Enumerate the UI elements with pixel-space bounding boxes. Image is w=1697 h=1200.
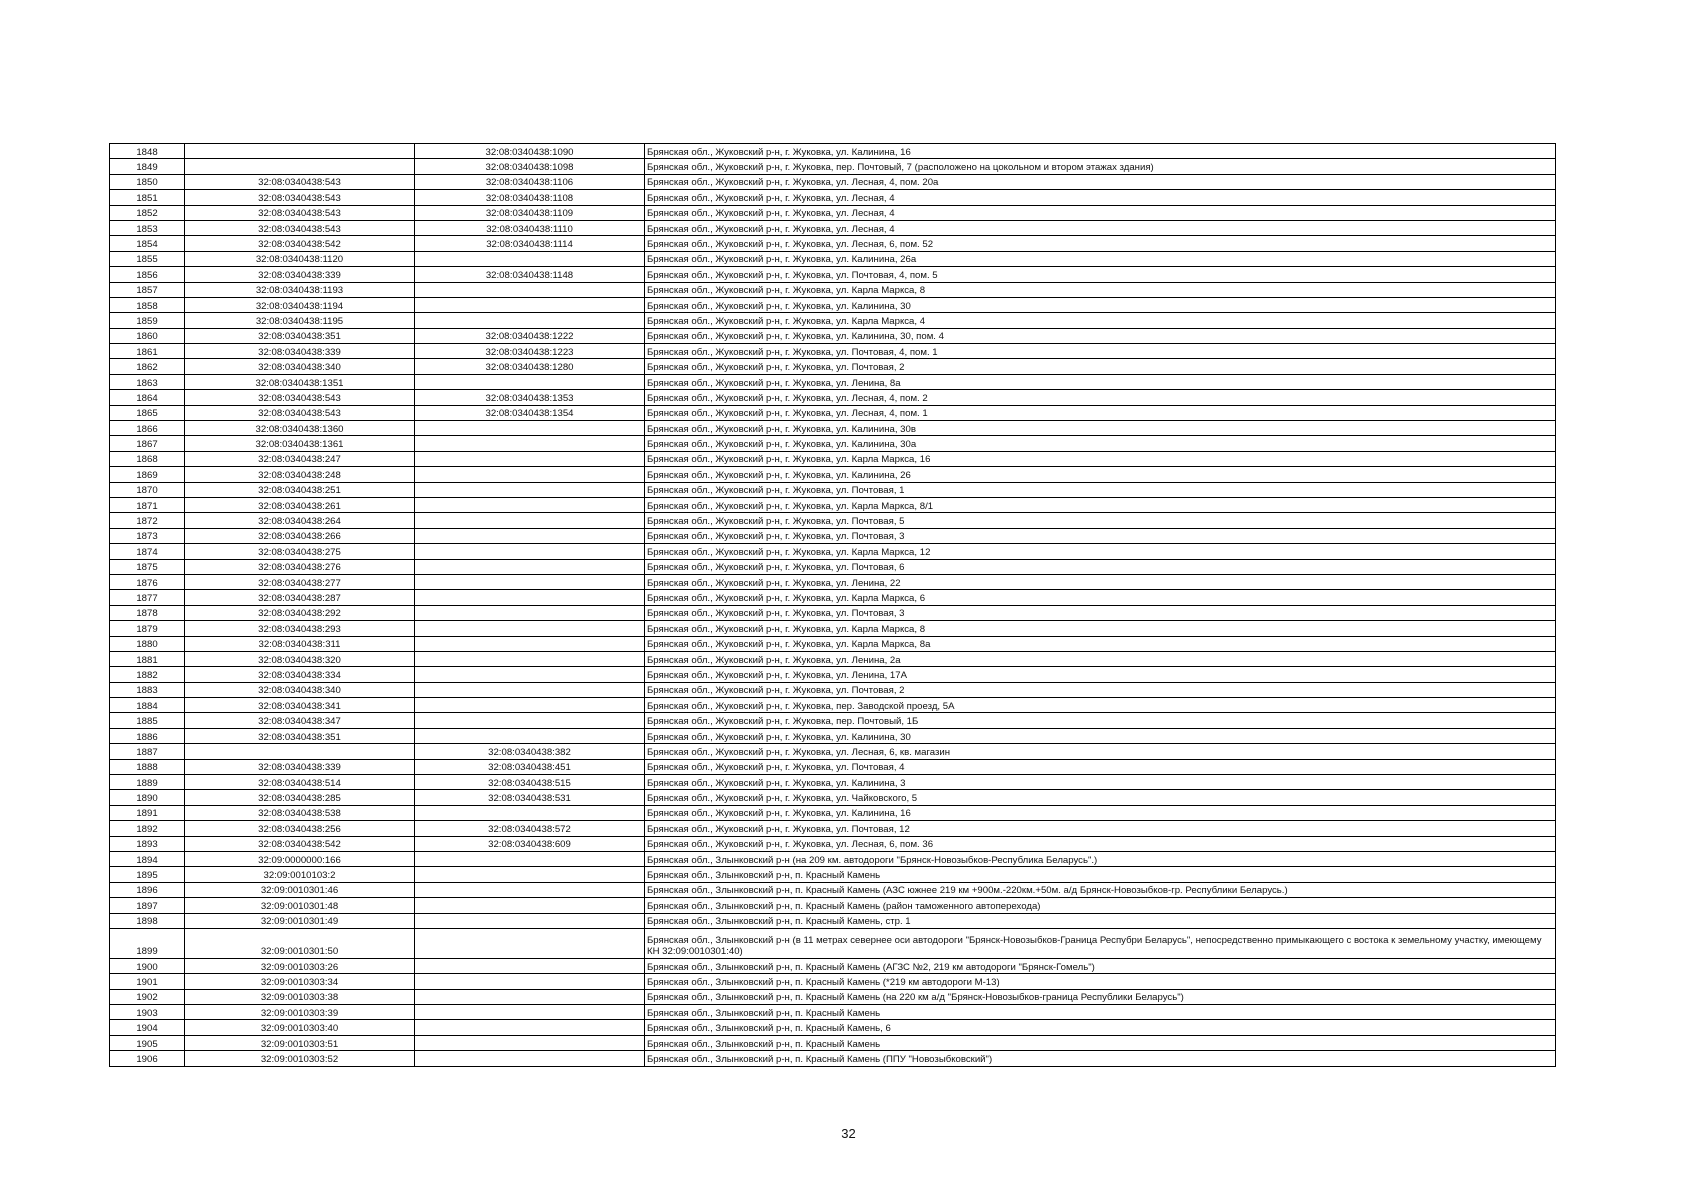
table-row bbox=[110, 528, 1556, 543]
row-number-cell: 1871 bbox=[110, 497, 185, 512]
table-row bbox=[110, 574, 1556, 589]
address-cell: Брянская обл., Жуковский р-н, г. Жуковка, ул. Чайковского, 5 bbox=[645, 790, 1556, 805]
table-row bbox=[110, 1035, 1556, 1050]
address-cell: Брянская обл., Жуковский р-н, г. Жуковка, ул. Карла Маркса, 8 bbox=[645, 621, 1556, 636]
object-cadastral-number-cell bbox=[415, 958, 645, 973]
cadastral-number-cell: 32:08:0340438:256 bbox=[185, 821, 415, 836]
row-number-cell: 1851 bbox=[110, 190, 185, 205]
row-number-cell: 1854 bbox=[110, 236, 185, 251]
address-cell: Брянская обл., Жуковский р-н, г. Жуковка, ул. Почтовая, 4 bbox=[645, 759, 1556, 774]
object-cadastral-number-cell bbox=[415, 682, 645, 697]
cadastral-number-cell: 32:08:0340438:543 bbox=[185, 390, 415, 405]
address-cell: Брянская обл., Жуковский р-н, г. Жуковка, ул. Почтовая, 2 bbox=[645, 359, 1556, 374]
address-cell: Брянская обл., Жуковский р-н, г. Жуковка, ул. Лесная, 6, кв. магазин bbox=[645, 744, 1556, 759]
address-cell: Брянская обл., Жуковский р-н, г. Жуковка, ул. Лесная, 4 bbox=[645, 220, 1556, 235]
row-number-cell: 1863 bbox=[110, 374, 185, 389]
cadastral-number-cell: 32:09:0010303:39 bbox=[185, 1005, 415, 1020]
table-row bbox=[110, 220, 1556, 235]
table-row bbox=[110, 958, 1556, 973]
row-number-cell: 1848 bbox=[110, 144, 185, 159]
row-number-cell: 1853 bbox=[110, 220, 185, 235]
table-row bbox=[110, 836, 1556, 851]
cadastral-number-cell: 32:08:0340438:339 bbox=[185, 267, 415, 282]
address-cell: Брянская обл., Жуковский р-н, г. Жуковка, ул. Ленина, 2а bbox=[645, 651, 1556, 666]
cadastral-number-cell: 32:08:0340438:339 bbox=[185, 344, 415, 359]
cadastral-number-cell: 32:08:0340438:293 bbox=[185, 621, 415, 636]
cadastral-number-cell: 32:09:0010301:50 bbox=[185, 928, 415, 958]
object-cadastral-number-cell bbox=[415, 559, 645, 574]
cadastral-number-cell: 32:08:0340438:287 bbox=[185, 590, 415, 605]
table-row bbox=[110, 359, 1556, 374]
table-row bbox=[110, 974, 1556, 989]
table-row bbox=[110, 621, 1556, 636]
address-cell: Брянская обл., Жуковский р-н, г. Жуковка, ул. Лесная, 4 bbox=[645, 205, 1556, 220]
address-cell: Брянская обл., Жуковский р-н, г. Жуковка, ул. Ленина, 17А bbox=[645, 667, 1556, 682]
table-row bbox=[110, 313, 1556, 328]
address-cell: Брянская обл., Злынковский р-н, п. Красный Камень (ППУ "Новозыбковский") bbox=[645, 1051, 1556, 1066]
row-number-cell: 1866 bbox=[110, 421, 185, 436]
table-row bbox=[110, 713, 1556, 728]
cadastral-number-cell: 32:08:0340438:543 bbox=[185, 405, 415, 420]
cadastral-number-cell: 32:08:0340438:1120 bbox=[185, 251, 415, 266]
table-row bbox=[110, 344, 1556, 359]
address-cell: Брянская обл., Жуковский р-н, г. Жуковка, ул. Карла Маркса, 16 bbox=[645, 451, 1556, 466]
row-number-cell: 1888 bbox=[110, 759, 185, 774]
row-number-cell: 1905 bbox=[110, 1035, 185, 1050]
object-cadastral-number-cell bbox=[415, 851, 645, 866]
object-cadastral-number-cell bbox=[415, 805, 645, 820]
table-row bbox=[110, 913, 1556, 928]
row-number-cell: 1897 bbox=[110, 898, 185, 913]
address-cell: Брянская обл., Жуковский р-н, г. Жуковка, ул. Почтовая, 3 bbox=[645, 605, 1556, 620]
cadastral-number-cell: 32:08:0340438:277 bbox=[185, 574, 415, 589]
cadastral-number-cell: 32:08:0340438:514 bbox=[185, 775, 415, 790]
table-row bbox=[110, 513, 1556, 528]
row-number-cell: 1881 bbox=[110, 651, 185, 666]
cadastral-number-cell: 32:09:0010301:48 bbox=[185, 898, 415, 913]
object-cadastral-number-cell bbox=[415, 590, 645, 605]
cadastral-number-cell: 32:09:0010303:51 bbox=[185, 1035, 415, 1050]
row-number-cell: 1884 bbox=[110, 698, 185, 713]
cadastral-number-cell bbox=[185, 144, 415, 159]
cadastral-number-cell: 32:09:0010301:46 bbox=[185, 882, 415, 897]
table-row bbox=[110, 251, 1556, 266]
table-row bbox=[110, 651, 1556, 666]
row-number-cell: 1879 bbox=[110, 621, 185, 636]
cadastral-number-cell: 32:09:0010303:40 bbox=[185, 1020, 415, 1035]
object-cadastral-number-cell bbox=[415, 974, 645, 989]
cadastral-number-cell: 32:08:0340438:275 bbox=[185, 544, 415, 559]
object-cadastral-number-cell: 32:08:0340438:1148 bbox=[415, 267, 645, 282]
address-cell: Брянская обл., Жуковский р-н, г. Жуковка, ул. Калинина, 26 bbox=[645, 467, 1556, 482]
row-number-cell: 1873 bbox=[110, 528, 185, 543]
object-cadastral-number-cell bbox=[415, 1051, 645, 1066]
table-row bbox=[110, 1020, 1556, 1035]
cadastral-number-cell: 32:08:0340438:340 bbox=[185, 682, 415, 697]
table-row bbox=[110, 605, 1556, 620]
row-number-cell: 1903 bbox=[110, 1005, 185, 1020]
address-cell: Брянская обл., Жуковский р-н, г. Жуковка, ул. Калинина, 26а bbox=[645, 251, 1556, 266]
object-cadastral-number-cell bbox=[415, 928, 645, 958]
cadastral-number-cell: 32:09:0010103:2 bbox=[185, 867, 415, 882]
object-cadastral-number-cell bbox=[415, 651, 645, 666]
object-cadastral-number-cell bbox=[415, 1005, 645, 1020]
row-number-cell: 1894 bbox=[110, 851, 185, 866]
object-cadastral-number-cell bbox=[415, 374, 645, 389]
table-row bbox=[110, 728, 1556, 743]
row-number-cell: 1882 bbox=[110, 667, 185, 682]
cadastral-number-cell: 32:09:0010301:49 bbox=[185, 913, 415, 928]
table-row bbox=[110, 374, 1556, 389]
cadastral-number-cell: 32:08:0340438:276 bbox=[185, 559, 415, 574]
address-cell: Брянская обл., Жуковский р-н, г. Жуковка, ул. Почтовая, 3 bbox=[645, 528, 1556, 543]
object-cadastral-number-cell bbox=[415, 621, 645, 636]
row-number-cell: 1898 bbox=[110, 913, 185, 928]
cadastral-number-cell: 32:09:0010303:38 bbox=[185, 989, 415, 1004]
cadastral-number-cell: 32:08:0340438:1361 bbox=[185, 436, 415, 451]
cadastral-number-cell: 32:08:0340438:334 bbox=[185, 667, 415, 682]
address-cell: Брянская обл., Злынковский р-н, п. Красный Камень, 6 bbox=[645, 1020, 1556, 1035]
row-number-cell: 1896 bbox=[110, 882, 185, 897]
table-row bbox=[110, 390, 1556, 405]
row-number-cell: 1874 bbox=[110, 544, 185, 559]
address-cell: Брянская обл., Злынковский р-н, п. Красный Камень (на 220 км а/д "Брянск-Новозыбков-граница Республики Беларусь") bbox=[645, 989, 1556, 1004]
row-number-cell: 1870 bbox=[110, 482, 185, 497]
table-row bbox=[110, 898, 1556, 913]
object-cadastral-number-cell bbox=[415, 882, 645, 897]
object-cadastral-number-cell: 32:08:0340438:1098 bbox=[415, 159, 645, 174]
row-number-cell: 1895 bbox=[110, 867, 185, 882]
object-cadastral-number-cell: 32:08:0340438:451 bbox=[415, 759, 645, 774]
address-cell: Брянская обл., Жуковский р-н, г. Жуковка, ул. Лесная, 4 bbox=[645, 190, 1556, 205]
address-cell: Брянская обл., Жуковский р-н, г. Жуковка, ул. Почтовая, 6 bbox=[645, 559, 1556, 574]
table-row bbox=[110, 205, 1556, 220]
cadastral-number-cell: 32:08:0340438:292 bbox=[185, 605, 415, 620]
cadastral-number-cell: 32:08:0340438:266 bbox=[185, 528, 415, 543]
address-cell: Брянская обл., Злынковский р-н, п. Красный Камень (АГЗС №2, 219 км автодороги "Брянск-Гомель") bbox=[645, 958, 1556, 973]
address-cell: Брянская обл., Жуковский р-н, г. Жуковка, ул. Лесная, 6, пом. 52 bbox=[645, 236, 1556, 251]
table-row bbox=[110, 1051, 1556, 1066]
cadastral-number-cell: 32:08:0340438:1193 bbox=[185, 282, 415, 297]
address-cell: Брянская обл., Жуковский р-н, г. Жуковка, ул. Калинина, 30в bbox=[645, 421, 1556, 436]
address-cell: Брянская обл., Злынковский р-н, п. Красный Камень (район таможенного автоперехода) bbox=[645, 898, 1556, 913]
cadastral-number-cell: 32:08:0340438:264 bbox=[185, 513, 415, 528]
object-cadastral-number-cell: 32:08:0340438:1353 bbox=[415, 390, 645, 405]
table-row bbox=[110, 405, 1556, 420]
cadastral-number-cell: 32:08:0340438:341 bbox=[185, 698, 415, 713]
address-cell: Брянская обл., Жуковский р-н, г. Жуковка, ул. Ленина, 8а bbox=[645, 374, 1556, 389]
table-row bbox=[110, 482, 1556, 497]
row-number-cell: 1849 bbox=[110, 159, 185, 174]
row-number-cell: 1858 bbox=[110, 297, 185, 312]
row-number-cell: 1890 bbox=[110, 790, 185, 805]
address-cell: Брянская обл., Жуковский р-н, г. Жуковка, ул. Лесная, 4, пом. 2 bbox=[645, 390, 1556, 405]
row-number-cell: 1864 bbox=[110, 390, 185, 405]
object-cadastral-number-cell: 32:08:0340438:1108 bbox=[415, 190, 645, 205]
object-cadastral-number-cell: 32:08:0340438:1106 bbox=[415, 174, 645, 189]
object-cadastral-number-cell bbox=[415, 451, 645, 466]
address-cell: Брянская обл., Жуковский р-н, г. Жуковка, ул. Карла Маркса, 6 bbox=[645, 590, 1556, 605]
table-row bbox=[110, 667, 1556, 682]
object-cadastral-number-cell bbox=[415, 313, 645, 328]
row-number-cell: 1852 bbox=[110, 205, 185, 220]
table-row bbox=[110, 159, 1556, 174]
table-row bbox=[110, 467, 1556, 482]
row-number-cell: 1878 bbox=[110, 605, 185, 620]
cadastral-number-cell: 32:08:0340438:351 bbox=[185, 328, 415, 343]
object-cadastral-number-cell: 32:08:0340438:1090 bbox=[415, 144, 645, 159]
row-number-cell: 1875 bbox=[110, 559, 185, 574]
address-cell: Брянская обл., Злынковский р-н, п. Красный Камень bbox=[645, 1005, 1556, 1020]
cadastral-number-cell: 32:08:0340438:1195 bbox=[185, 313, 415, 328]
object-cadastral-number-cell bbox=[415, 698, 645, 713]
object-cadastral-number-cell bbox=[415, 605, 645, 620]
address-cell: Брянская обл., Жуковский р-н, г. Жуковка, ул. Калинина, 30 bbox=[645, 728, 1556, 743]
table-row bbox=[110, 636, 1556, 651]
cadastral-number-cell bbox=[185, 159, 415, 174]
row-number-cell: 1901 bbox=[110, 974, 185, 989]
cadastral-number-cell: 32:08:0340438:1360 bbox=[185, 421, 415, 436]
address-cell: Брянская обл., Жуковский р-н, г. Жуковка, ул. Почтовая, 12 bbox=[645, 821, 1556, 836]
table-row bbox=[110, 682, 1556, 697]
table-row bbox=[110, 544, 1556, 559]
cadastral-number-cell: 32:08:0340438:1351 bbox=[185, 374, 415, 389]
object-cadastral-number-cell: 32:08:0340438:1354 bbox=[415, 405, 645, 420]
address-cell: Брянская обл., Жуковский р-н, г. Жуковка, ул. Карла Маркса, 8а bbox=[645, 636, 1556, 651]
object-cadastral-number-cell bbox=[415, 436, 645, 451]
address-cell: Брянская обл., Злынковский р-н, п. Красный Камень, стр. 1 bbox=[645, 913, 1556, 928]
cadastral-number-cell: 32:08:0340438:340 bbox=[185, 359, 415, 374]
object-cadastral-number-cell bbox=[415, 513, 645, 528]
row-number-cell: 1861 bbox=[110, 344, 185, 359]
row-number-cell: 1867 bbox=[110, 436, 185, 451]
object-cadastral-number-cell bbox=[415, 467, 645, 482]
address-cell: Брянская обл., Жуковский р-н, г. Жуковка, ул. Ленина, 22 bbox=[645, 574, 1556, 589]
cadastral-number-cell: 32:08:0340438:347 bbox=[185, 713, 415, 728]
cadastral-number-cell: 32:09:0010303:52 bbox=[185, 1051, 415, 1066]
row-number-cell: 1877 bbox=[110, 590, 185, 605]
address-cell: Брянская обл., Жуковский р-н, г. Жуковка, пер. Почтовый, 7 (расположено на цокольном и втором этажах здания) bbox=[645, 159, 1556, 174]
object-cadastral-number-cell: 32:08:0340438:1222 bbox=[415, 328, 645, 343]
object-cadastral-number-cell bbox=[415, 898, 645, 913]
object-cadastral-number-cell bbox=[415, 867, 645, 882]
address-cell: Брянская обл., Жуковский р-н, г. Жуковка, ул. Лесная, 4, пом. 1 bbox=[645, 405, 1556, 420]
table-row bbox=[110, 297, 1556, 312]
page-number: 32 bbox=[841, 1126, 856, 1141]
cadastral-number-cell: 32:08:0340438:320 bbox=[185, 651, 415, 666]
table-row bbox=[110, 928, 1556, 958]
address-cell: Брянская обл., Жуковский р-н, г. Жуковка, ул. Почтовая, 1 bbox=[645, 482, 1556, 497]
table-row bbox=[110, 190, 1556, 205]
cadastral-number-cell: 32:08:0340438:1194 bbox=[185, 297, 415, 312]
object-cadastral-number-cell: 32:08:0340438:1223 bbox=[415, 344, 645, 359]
table-row bbox=[110, 775, 1556, 790]
table-row bbox=[110, 590, 1556, 605]
row-number-cell: 1869 bbox=[110, 467, 185, 482]
table-row bbox=[110, 559, 1556, 574]
table-row bbox=[110, 989, 1556, 1004]
object-cadastral-number-cell bbox=[415, 282, 645, 297]
table-row bbox=[110, 759, 1556, 774]
object-cadastral-number-cell bbox=[415, 482, 645, 497]
object-cadastral-number-cell bbox=[415, 497, 645, 512]
row-number-cell: 1893 bbox=[110, 836, 185, 851]
cadastral-number-cell: 32:08:0340438:248 bbox=[185, 467, 415, 482]
object-cadastral-number-cell bbox=[415, 728, 645, 743]
address-cell: Брянская обл., Жуковский р-н, г. Жуковка, ул. Калинина, 30а bbox=[645, 436, 1556, 451]
cadastral-number-cell: 32:08:0340438:285 bbox=[185, 790, 415, 805]
row-number-cell: 1887 bbox=[110, 744, 185, 759]
object-cadastral-number-cell bbox=[415, 574, 645, 589]
address-cell: Брянская обл., Злынковский р-н (на 209 км. автодороги "Брянск-Новозыбков-Республика Беларусь".) bbox=[645, 851, 1556, 866]
row-number-cell: 1906 bbox=[110, 1051, 185, 1066]
table-row bbox=[110, 744, 1556, 759]
table-row bbox=[110, 1005, 1556, 1020]
table-row bbox=[110, 882, 1556, 897]
row-number-cell: 1859 bbox=[110, 313, 185, 328]
address-cell: Брянская обл., Злынковский р-н, п. Красный Камень bbox=[645, 867, 1556, 882]
object-cadastral-number-cell bbox=[415, 528, 645, 543]
address-cell: Брянская обл., Жуковский р-н, г. Жуковка, ул. Калинина, 30, пом. 4 bbox=[645, 328, 1556, 343]
object-cadastral-number-cell: 32:08:0340438:1114 bbox=[415, 236, 645, 251]
row-number-cell: 1855 bbox=[110, 251, 185, 266]
object-cadastral-number-cell: 32:08:0340438:572 bbox=[415, 821, 645, 836]
table-row bbox=[110, 867, 1556, 882]
cadastral-number-cell: 32:09:0010303:26 bbox=[185, 958, 415, 973]
cadastral-number-cell: 32:08:0340438:542 bbox=[185, 236, 415, 251]
address-cell: Брянская обл., Жуковский р-н, г. Жуковка, ул. Почтовая, 5 bbox=[645, 513, 1556, 528]
table-row bbox=[110, 790, 1556, 805]
address-cell: Брянская обл., Жуковский р-н, г. Жуковка, ул. Калинина, 16 bbox=[645, 144, 1556, 159]
table-row bbox=[110, 851, 1556, 866]
cadastral-number-cell: 32:08:0340438:261 bbox=[185, 497, 415, 512]
cadastral-number-cell: 32:09:0010303:34 bbox=[185, 974, 415, 989]
address-cell: Брянская обл., Жуковский р-н, г. Жуковка, ул. Калинина, 3 bbox=[645, 775, 1556, 790]
object-cadastral-number-cell bbox=[415, 421, 645, 436]
row-number-cell: 1872 bbox=[110, 513, 185, 528]
table-row bbox=[110, 451, 1556, 466]
address-cell: Брянская обл., Жуковский р-н, г. Жуковка, ул. Калинина, 16 bbox=[645, 805, 1556, 820]
object-cadastral-number-cell bbox=[415, 297, 645, 312]
address-cell: Брянская обл., Жуковский р-н, г. Жуковка, пер. Почтовый, 1Б bbox=[645, 713, 1556, 728]
table-row bbox=[110, 282, 1556, 297]
cadastral-number-cell: 32:08:0340438:538 bbox=[185, 805, 415, 820]
address-cell: Брянская обл., Жуковский р-н, г. Жуковка, ул. Карла Маркса, 8 bbox=[645, 282, 1556, 297]
cadastral-number-cell: 32:09:0000000:166 bbox=[185, 851, 415, 866]
row-number-cell: 1868 bbox=[110, 451, 185, 466]
row-number-cell: 1850 bbox=[110, 174, 185, 189]
property-table bbox=[109, 143, 1556, 1067]
object-cadastral-number-cell bbox=[415, 913, 645, 928]
cadastral-number-cell: 32:08:0340438:251 bbox=[185, 482, 415, 497]
address-cell: Брянская обл., Жуковский р-н, г. Жуковка, ул. Карла Маркса, 12 bbox=[645, 544, 1556, 559]
table-row bbox=[110, 497, 1556, 512]
row-number-cell: 1876 bbox=[110, 574, 185, 589]
object-cadastral-number-cell bbox=[415, 1035, 645, 1050]
cadastral-number-cell: 32:08:0340438:542 bbox=[185, 836, 415, 851]
table-row bbox=[110, 144, 1556, 159]
address-cell: Брянская обл., Злынковский р-н, п. Красный Камень (АЗС южнее 219 км +900м.-220км.+50м. а/д Брянск-Новозыбков-гр. Республики Беларусь.) bbox=[645, 882, 1556, 897]
cadastral-number-cell: 32:08:0340438:311 bbox=[185, 636, 415, 651]
row-number-cell: 1856 bbox=[110, 267, 185, 282]
address-cell: Брянская обл., Жуковский р-н, г. Жуковка, ул. Карла Маркса, 8/1 bbox=[645, 497, 1556, 512]
property-table-body bbox=[110, 144, 1556, 1067]
table-row bbox=[110, 267, 1556, 282]
object-cadastral-number-cell bbox=[415, 251, 645, 266]
table-row bbox=[110, 436, 1556, 451]
table-row bbox=[110, 236, 1556, 251]
cadastral-number-cell: 32:08:0340438:543 bbox=[185, 174, 415, 189]
address-cell: Брянская обл., Жуковский р-н, г. Жуковка, ул. Почтовая, 4, пом. 5 bbox=[645, 267, 1556, 282]
object-cadastral-number-cell bbox=[415, 667, 645, 682]
table-row bbox=[110, 805, 1556, 820]
cadastral-number-cell: 32:08:0340438:543 bbox=[185, 220, 415, 235]
address-cell: Брянская обл., Жуковский р-н, г. Жуковка, ул. Лесная, 4, пом. 20а bbox=[645, 174, 1556, 189]
address-cell: Брянская обл., Жуковский р-н, г. Жуковка, ул. Почтовая, 2 bbox=[645, 682, 1556, 697]
address-cell: Брянская обл., Жуковский р-н, г. Жуковка, ул. Почтовая, 4, пом. 1 bbox=[645, 344, 1556, 359]
table-row bbox=[110, 821, 1556, 836]
cadastral-number-cell: 32:08:0340438:339 bbox=[185, 759, 415, 774]
object-cadastral-number-cell bbox=[415, 713, 645, 728]
table-row bbox=[110, 174, 1556, 189]
row-number-cell: 1865 bbox=[110, 405, 185, 420]
address-cell: Брянская обл., Злынковский р-н (в 11 метрах севернее оси автодороги "Брянск-Новозыбков-Граница Респубpи Беларусь", непосредственно примыкающего с востока к земельному участку, имеющему КН 32:09:0010301:40) bbox=[645, 928, 1556, 958]
object-cadastral-number-cell bbox=[415, 989, 645, 1004]
row-number-cell: 1891 bbox=[110, 805, 185, 820]
row-number-cell: 1857 bbox=[110, 282, 185, 297]
row-number-cell: 1902 bbox=[110, 989, 185, 1004]
cadastral-number-cell: 32:08:0340438:543 bbox=[185, 205, 415, 220]
address-cell: Брянская обл., Злынковский р-н, п. Красный Камень bbox=[645, 1035, 1556, 1050]
row-number-cell: 1892 bbox=[110, 821, 185, 836]
table-row bbox=[110, 421, 1556, 436]
cadastral-number-cell bbox=[185, 744, 415, 759]
address-cell: Брянская обл., Жуковский р-н, г. Жуковка, пер. Заводской проезд, 5А bbox=[645, 698, 1556, 713]
table-row bbox=[110, 328, 1556, 343]
table-row bbox=[110, 698, 1556, 713]
object-cadastral-number-cell: 32:08:0340438:382 bbox=[415, 744, 645, 759]
address-cell: Брянская обл., Злынковский р-н, п. Красный Камень (*219 км автодороги М-13) bbox=[645, 974, 1556, 989]
object-cadastral-number-cell bbox=[415, 1020, 645, 1035]
row-number-cell: 1904 bbox=[110, 1020, 185, 1035]
address-cell: Брянская обл., Жуковский р-н, г. Жуковка, ул. Калинина, 30 bbox=[645, 297, 1556, 312]
object-cadastral-number-cell: 32:08:0340438:1280 bbox=[415, 359, 645, 374]
row-number-cell: 1883 bbox=[110, 682, 185, 697]
object-cadastral-number-cell: 32:08:0340438:515 bbox=[415, 775, 645, 790]
cadastral-number-cell: 32:08:0340438:543 bbox=[185, 190, 415, 205]
row-number-cell: 1900 bbox=[110, 958, 185, 973]
address-cell: Брянская обл., Жуковский р-н, г. Жуковка, ул. Карла Маркса, 4 bbox=[645, 313, 1556, 328]
object-cadastral-number-cell bbox=[415, 544, 645, 559]
object-cadastral-number-cell: 32:08:0340438:609 bbox=[415, 836, 645, 851]
row-number-cell: 1860 bbox=[110, 328, 185, 343]
row-number-cell: 1885 bbox=[110, 713, 185, 728]
cadastral-number-cell: 32:08:0340438:351 bbox=[185, 728, 415, 743]
object-cadastral-number-cell: 32:08:0340438:531 bbox=[415, 790, 645, 805]
object-cadastral-number-cell bbox=[415, 636, 645, 651]
row-number-cell: 1862 bbox=[110, 359, 185, 374]
row-number-cell: 1889 bbox=[110, 775, 185, 790]
object-cadastral-number-cell: 32:08:0340438:1109 bbox=[415, 205, 645, 220]
row-number-cell: 1886 bbox=[110, 728, 185, 743]
row-number-cell: 1880 bbox=[110, 636, 185, 651]
row-number-cell: 1899 bbox=[110, 928, 185, 958]
object-cadastral-number-cell: 32:08:0340438:1110 bbox=[415, 220, 645, 235]
cadastral-number-cell: 32:08:0340438:247 bbox=[185, 451, 415, 466]
address-cell: Брянская обл., Жуковский р-н, г. Жуковка, ул. Лесная, 6, пом. 36 bbox=[645, 836, 1556, 851]
